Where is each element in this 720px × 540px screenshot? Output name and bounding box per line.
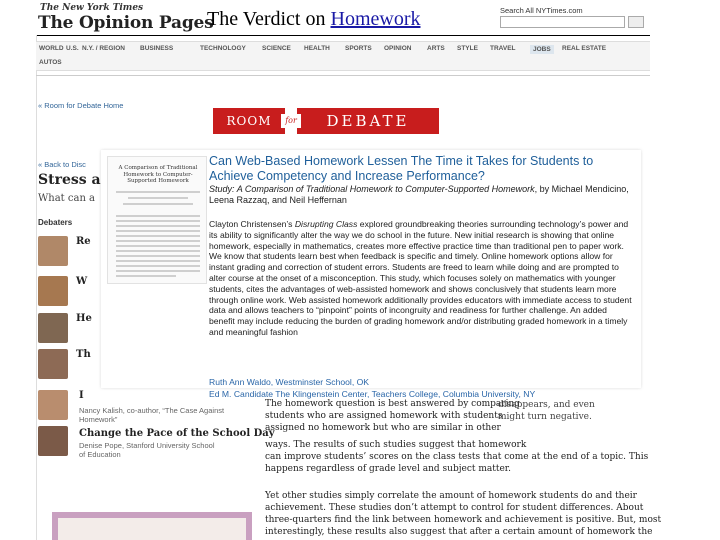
article-text-line: students who are assigned homework with students bbox=[265, 411, 503, 421]
article-text-line: achievement. These studies don’t attempt to control for student differences. About bbox=[265, 503, 644, 513]
nav-real-estate[interactable]: REAL ESTATE bbox=[562, 45, 607, 52]
nav-opinion[interactable]: OPINION bbox=[384, 45, 412, 52]
article-text-line: interestingly, these results also suggest that after a certain amount of homework the bbox=[265, 527, 653, 537]
banner-room: ROOM bbox=[213, 108, 285, 134]
debater-name[interactable]: Th bbox=[76, 349, 91, 360]
debater-description: Nancy Kalish, co-author, “The Case Against Homework” bbox=[79, 406, 225, 424]
study-title: A Comparison of Traditional Homework to Computer-Supported Homework bbox=[236, 184, 535, 194]
banner-debate: DEBATE bbox=[297, 108, 439, 134]
nav-sports[interactable]: SPORTS bbox=[345, 45, 372, 52]
room-for-debate-home-link[interactable]: « Room for Debate Home bbox=[38, 101, 124, 110]
debater-name[interactable]: I bbox=[79, 390, 84, 401]
nav-science[interactable]: SCIENCE bbox=[262, 45, 291, 52]
nav-autos[interactable]: AUTOS bbox=[39, 59, 62, 66]
debater-entry[interactable] bbox=[38, 236, 100, 272]
page-headline: Stress a bbox=[38, 172, 101, 188]
nav-us[interactable]: U.S. bbox=[66, 45, 79, 52]
avatar bbox=[38, 236, 68, 266]
nav-world[interactable]: WORLD bbox=[39, 45, 64, 52]
article-text-line: Yet other studies simply correlate the amount of homework students do and their bbox=[265, 491, 637, 501]
summary-text: explored groundbreaking theories surrounding technology’s power and its ability to significantly alter the way we do school in the future. New initial research is showing that online homework, especially in mathematics, creates more effective practice time than traditional pen to paper work. We know that students learn best when feedback is specific and timely. Online homework options allow for instant grading and correction of student errors. Students are freed to learn while doing and are prompted to alter course at the onset of a misconception. This study, which focuses solely on mathematics with younger students, cites the advantages of web-assisted homework and shows conclusively that students learn more through online work. Web assisted homework additionally provides educators with immediate access to student data and allows teachers to “pinpoint” points of incongruity and readiness for further challenge. An added benefit may include reducing the burden of grading homework and/or distributing graded homework in a timely and meaningful fashion bbox=[209, 219, 632, 337]
banner-for: for bbox=[281, 114, 301, 128]
study-overlay-panel bbox=[101, 150, 641, 388]
summary-lead: Clayton Christensen’s bbox=[209, 219, 295, 229]
author-affiliation: Ed M. Candidate The Klingenstein Center, Teachers College, Columbia University, NY bbox=[209, 389, 536, 399]
search-input[interactable] bbox=[500, 16, 625, 28]
article-text-line: three-quarters find the link between homework and achievement is positive. But, most bbox=[265, 515, 662, 525]
avatar bbox=[38, 313, 68, 343]
paper-thumbnail bbox=[107, 156, 207, 284]
debater-name[interactable]: He bbox=[76, 313, 92, 324]
article-photo bbox=[52, 512, 252, 540]
avatar bbox=[38, 426, 68, 456]
nyt-logo[interactable]: The New York Times bbox=[40, 3, 144, 13]
page-subhead: What can a bbox=[38, 193, 96, 204]
paper-thumbnail-title: A Comparison of Traditional Homework to Computer-Supported Homework bbox=[118, 165, 198, 184]
study-authors: , by Michael Mendicino, Leena Razzaq, and Neil Heffernan bbox=[209, 184, 629, 205]
debater-entry[interactable] bbox=[38, 276, 100, 312]
search-button[interactable] bbox=[628, 16, 644, 28]
nav-jobs[interactable]: JOBS bbox=[530, 45, 554, 54]
study-heading-link[interactable]: Can Web-Based Homework Lessen The Time it Takes for Students to Achieve Competency and Increase Performance? bbox=[209, 154, 594, 183]
nav-style[interactable]: STYLE bbox=[457, 45, 478, 52]
avatar bbox=[38, 349, 68, 379]
room-for-debate-banner bbox=[213, 108, 439, 134]
search-label: Search All NYTimes.com bbox=[500, 6, 583, 15]
avatar bbox=[38, 276, 68, 306]
article-text-line: assigned no homework but who are similar in other bbox=[265, 423, 501, 433]
opinion-pages-title[interactable]: The Opinion Pages bbox=[38, 13, 214, 33]
article-text-line: can improve students’ scores on the class tests that come at the end of a topic. This bbox=[265, 452, 649, 462]
study-prefix: Study: bbox=[209, 184, 237, 194]
nav-technology[interactable]: TECHNOLOGY bbox=[200, 45, 246, 52]
nav-business[interactable]: BUSINESS bbox=[140, 45, 174, 52]
slide-title-link[interactable]: Homework bbox=[330, 8, 421, 30]
study-summary bbox=[209, 219, 635, 338]
article-text-line: happens regardless of grade level and subject matter. bbox=[265, 464, 511, 474]
slide-title bbox=[207, 8, 420, 31]
debater-headline[interactable]: Change the Pace of the School Day bbox=[79, 428, 275, 439]
debater-entry[interactable] bbox=[38, 313, 100, 349]
nav-travel[interactable]: TRAVEL bbox=[490, 45, 516, 52]
nav-health[interactable]: HEALTH bbox=[304, 45, 330, 52]
avatar bbox=[38, 390, 68, 420]
article-text-line: ways. The results of such studies suggest that homework bbox=[265, 440, 527, 450]
back-to-discussion-link[interactable]: « Back to Disc bbox=[38, 160, 86, 169]
nav-ny-region[interactable]: N.Y. / REGION bbox=[82, 45, 125, 52]
study-citation bbox=[209, 184, 637, 206]
sidebar-quote-line: disappears, and even bbox=[498, 400, 595, 410]
nav-arts[interactable]: ARTS bbox=[427, 45, 445, 52]
slide-title-prefix: The Verdict on bbox=[207, 8, 331, 30]
sidebar-quote-line: might turn negative. bbox=[498, 412, 592, 422]
debater-entry[interactable] bbox=[38, 349, 100, 385]
debaters-label: Debaters bbox=[38, 218, 73, 227]
section-nav bbox=[36, 41, 650, 71]
debater-description: Denise Pope, Stanford University School of Education bbox=[79, 441, 215, 459]
debater-name[interactable]: Re bbox=[76, 236, 91, 247]
article-text-line: The homework question is best answered by comparing bbox=[265, 399, 521, 409]
debater-name[interactable]: W bbox=[76, 276, 88, 287]
debater-entry[interactable] bbox=[38, 426, 275, 470]
summary-book-title: Disrupting Class bbox=[294, 219, 358, 229]
author-signature: Ruth Ann Waldo, Westminster School, OK bbox=[209, 377, 370, 387]
frame-left-rule bbox=[36, 35, 37, 540]
header-divider bbox=[36, 75, 650, 76]
